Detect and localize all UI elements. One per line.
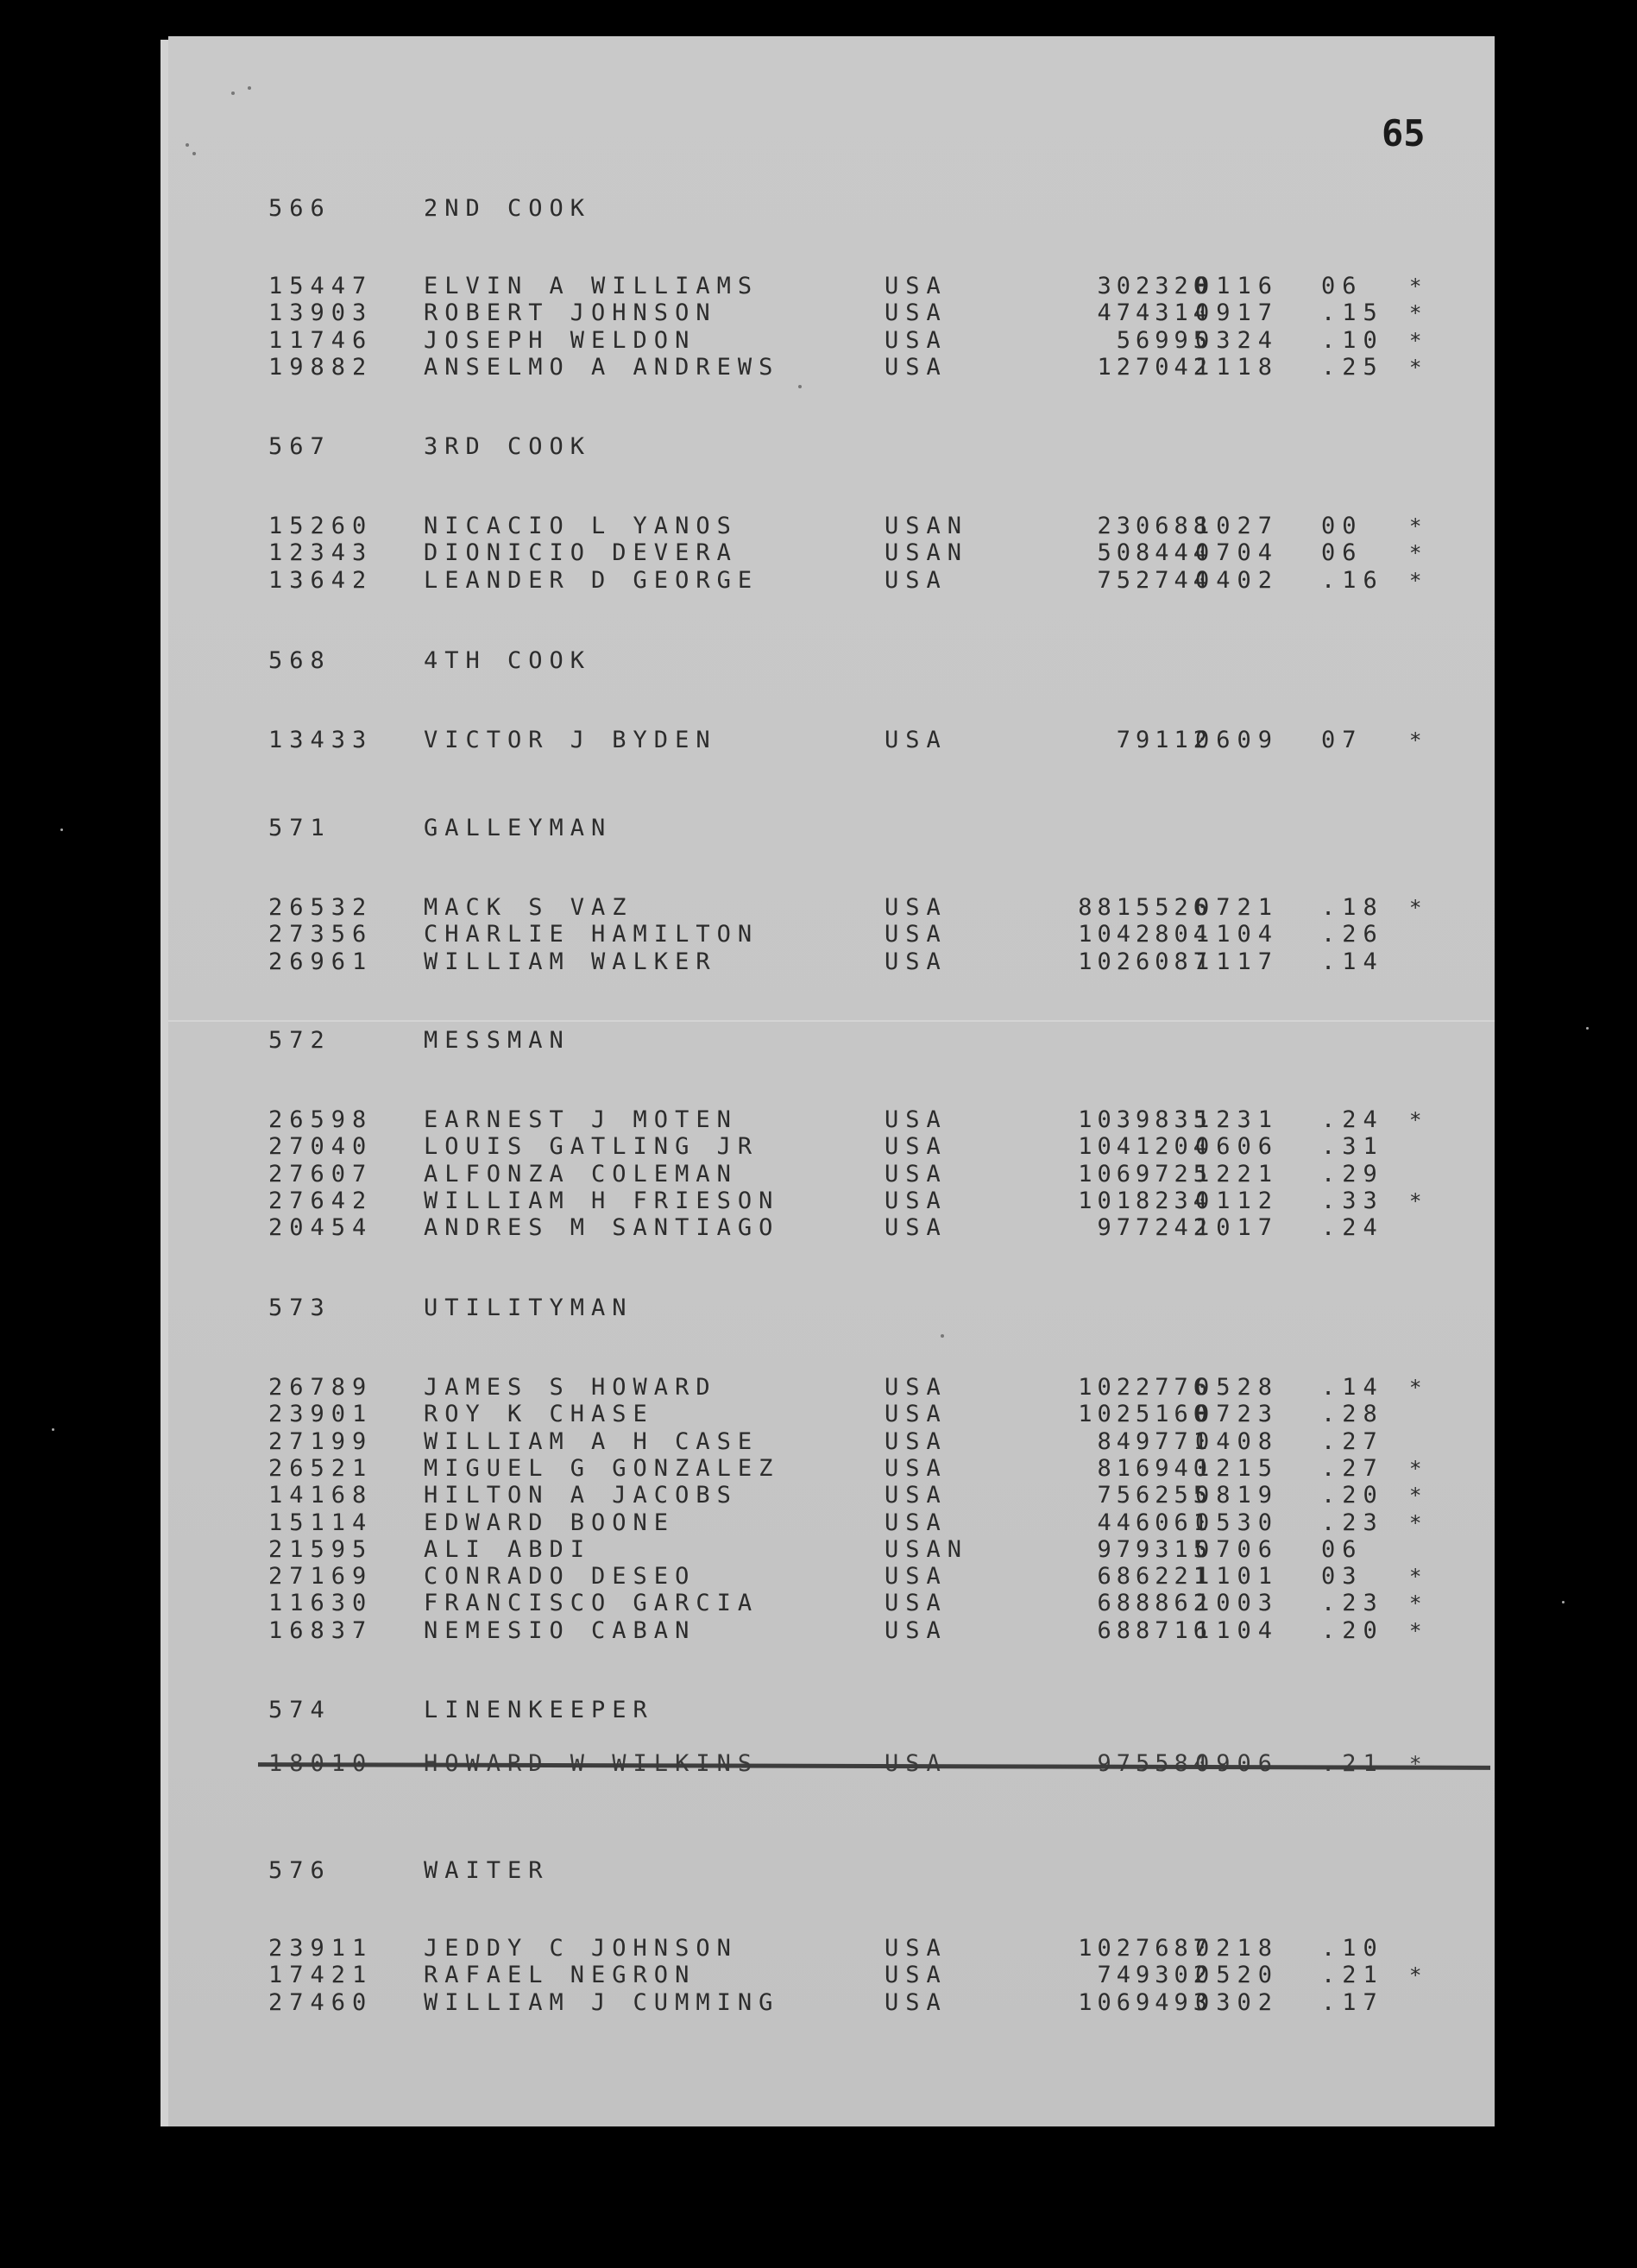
record-date-code: 0408 xyxy=(1195,1428,1280,1455)
record-date-code: 0906 xyxy=(1195,1750,1280,1777)
record-date-code: 1117 xyxy=(1195,948,1280,975)
record-id: 14168 xyxy=(268,1482,374,1509)
record-name: JOSEPH WELDON xyxy=(424,327,696,354)
record-number: 230688 xyxy=(1097,513,1212,539)
record-mark: * xyxy=(1409,1376,1429,1400)
paper-fold xyxy=(168,1020,1495,1022)
record-name: CHARLIE HAMILTON xyxy=(424,921,759,948)
record-value: .10 xyxy=(1321,327,1384,354)
record-id: 15447 xyxy=(268,273,374,299)
record-number: 756255 xyxy=(1097,1482,1212,1509)
record-citizenship: USA xyxy=(885,1509,948,1536)
record-number: 1027687 xyxy=(1078,1935,1212,1962)
page-number: 65 xyxy=(1382,112,1426,154)
record-value: .16 xyxy=(1321,567,1384,594)
record-citizenship: USA xyxy=(885,1962,948,1988)
record-name: JEDDY C JOHNSON xyxy=(424,1935,738,1962)
document-page xyxy=(168,36,1495,2126)
record-mark: * xyxy=(1409,1963,1429,1988)
record-citizenship: USA xyxy=(885,1188,948,1214)
record-date-code: 1118 xyxy=(1195,354,1280,381)
record-citizenship: USA xyxy=(885,354,948,381)
record-name: ROY K CHASE xyxy=(424,1401,654,1427)
record-id: 15260 xyxy=(268,513,374,539)
record-value: .25 xyxy=(1321,354,1384,381)
record-id: 13903 xyxy=(268,299,374,326)
record-number: 508444 xyxy=(1097,539,1212,566)
record-citizenship: USA xyxy=(885,894,948,921)
record-number: 8815526 xyxy=(1078,894,1212,921)
record-value: .24 xyxy=(1321,1106,1384,1133)
record-mark: * xyxy=(1409,1591,1429,1616)
record-number: 474314 xyxy=(1097,299,1212,326)
record-value: 00 xyxy=(1321,513,1363,539)
record-mark: * xyxy=(1409,569,1429,593)
record-name: NICACIO L YANOS xyxy=(424,513,738,539)
record-name: ELVIN A WILLIAMS xyxy=(424,273,759,299)
record-name: LOUIS GATLING JR xyxy=(424,1133,759,1160)
record-name: VICTOR J BYDEN xyxy=(424,727,717,753)
record-mark: * xyxy=(1409,1457,1429,1481)
section-title: LINENKEEPER xyxy=(424,1697,654,1723)
record-id: 26532 xyxy=(268,894,374,921)
section-code: 576 xyxy=(268,1857,331,1884)
record-id: 27460 xyxy=(268,1989,374,2016)
record-name: EARNEST J MOTEN xyxy=(424,1106,738,1133)
record-id: 16837 xyxy=(268,1617,374,1644)
section-title: 3RD COOK xyxy=(424,433,592,460)
record-number: 752744 xyxy=(1097,567,1212,594)
record-mark: * xyxy=(1409,1565,1429,1589)
record-date-code: 1027 xyxy=(1195,513,1280,539)
record-number: 979315 xyxy=(1097,1536,1212,1563)
record-date-code: 1104 xyxy=(1195,1617,1280,1644)
record-mark: * xyxy=(1409,356,1429,380)
record-name: ANSELMO A ANDREWS xyxy=(424,354,780,381)
record-mark: * xyxy=(1409,274,1429,299)
record-mark: * xyxy=(1409,1752,1429,1776)
record-citizenship: USA xyxy=(885,1563,948,1590)
record-number: 688716 xyxy=(1097,1617,1212,1644)
record-number: 1018234 xyxy=(1078,1188,1212,1214)
record-name: ROBERT JOHNSON xyxy=(424,299,717,326)
record-number: 1041204 xyxy=(1078,1133,1212,1160)
scan-speck xyxy=(60,828,63,831)
record-value: .27 xyxy=(1321,1455,1384,1482)
record-value: .20 xyxy=(1321,1482,1384,1509)
section-code: 571 xyxy=(268,815,331,841)
record-number: 446061 xyxy=(1097,1509,1212,1536)
record-value: .21 xyxy=(1321,1750,1384,1777)
record-number: 1026087 xyxy=(1078,948,1212,975)
record-citizenship: USA xyxy=(885,567,948,594)
record-citizenship: USA xyxy=(885,1482,948,1509)
section-title: WAITER xyxy=(424,1857,550,1884)
record-value: .14 xyxy=(1321,948,1384,975)
record-date-code: 0609 xyxy=(1195,727,1280,753)
record-mark: * xyxy=(1409,1484,1429,1508)
record-date-code: 0530 xyxy=(1195,1509,1280,1536)
record-id: 12343 xyxy=(268,539,374,566)
record-citizenship: USA xyxy=(885,1161,948,1188)
record-id: 21595 xyxy=(268,1536,374,1563)
record-number: 1025160 xyxy=(1078,1401,1212,1427)
record-mark: * xyxy=(1409,728,1429,753)
record-date-code: 0218 xyxy=(1195,1935,1280,1962)
record-id: 27642 xyxy=(268,1188,374,1214)
record-name: ANDRES M SANTIAGO xyxy=(424,1214,780,1241)
speck xyxy=(231,91,235,95)
section-code: 574 xyxy=(268,1697,331,1723)
record-id: 26961 xyxy=(268,948,374,975)
record-date-code: 1017 xyxy=(1195,1214,1280,1241)
record-id: 18010 xyxy=(268,1750,374,1777)
record-number: 686221 xyxy=(1097,1563,1212,1590)
record-value: .26 xyxy=(1321,921,1384,948)
record-name: HOWARD W WILKINS xyxy=(424,1750,759,1777)
record-name: HILTON A JACOBS xyxy=(424,1482,738,1509)
record-date-code: 0324 xyxy=(1195,327,1280,354)
record-id: 26521 xyxy=(268,1455,374,1482)
record-name: ALFONZA COLEMAN xyxy=(424,1161,738,1188)
record-mark: * xyxy=(1409,329,1429,353)
record-id: 20454 xyxy=(268,1214,374,1241)
record-number: 688862 xyxy=(1097,1590,1212,1616)
record-value: .17 xyxy=(1321,1989,1384,2016)
record-date-code: 0402 xyxy=(1195,567,1280,594)
record-name: MACK S VAZ xyxy=(424,894,633,921)
record-citizenship: USA xyxy=(885,727,948,753)
record-name: CONRADO DESEO xyxy=(424,1563,696,1590)
record-number: 1022776 xyxy=(1078,1374,1212,1401)
section-code: 573 xyxy=(268,1295,331,1321)
record-citizenship: USA xyxy=(885,299,948,326)
speck xyxy=(248,86,251,90)
record-mark: * xyxy=(1409,514,1429,539)
section-title: MESSMAN xyxy=(424,1027,570,1054)
record-date-code: 1231 xyxy=(1195,1106,1280,1133)
record-value: .21 xyxy=(1321,1962,1384,1988)
record-mark: * xyxy=(1409,301,1429,325)
record-date-code: 0112 xyxy=(1195,1188,1280,1214)
record-date-code: 0528 xyxy=(1195,1374,1280,1401)
record-date-code: 0302 xyxy=(1195,1989,1280,2016)
record-date-code: 0520 xyxy=(1195,1962,1280,1988)
record-id: 19882 xyxy=(268,354,374,381)
record-citizenship: USA xyxy=(885,1106,948,1133)
record-id: 17421 xyxy=(268,1962,374,1988)
record-date-code: 0917 xyxy=(1195,299,1280,326)
record-citizenship: USAN xyxy=(885,539,969,566)
record-date-code: 1221 xyxy=(1195,1161,1280,1188)
section-title: GALLEYMAN xyxy=(424,815,613,841)
record-id: 27040 xyxy=(268,1133,374,1160)
record-value: .20 xyxy=(1321,1617,1384,1644)
record-name: WILLIAM J CUMMING xyxy=(424,1989,780,2016)
record-id: 13433 xyxy=(268,727,374,753)
record-citizenship: USA xyxy=(885,1214,948,1241)
record-number: 1042804 xyxy=(1078,921,1212,948)
record-value: 06 xyxy=(1321,273,1363,299)
record-date-code: 1003 xyxy=(1195,1590,1280,1616)
record-value: .23 xyxy=(1321,1509,1384,1536)
record-citizenship: USA xyxy=(885,1617,948,1644)
record-date-code: 1104 xyxy=(1195,921,1280,948)
record-name: EDWARD BOONE xyxy=(424,1509,676,1536)
record-value: .33 xyxy=(1321,1188,1384,1214)
record-value: .28 xyxy=(1321,1401,1384,1427)
record-name: WILLIAM A H CASE xyxy=(424,1428,759,1455)
record-id: 23911 xyxy=(268,1935,374,1962)
record-number: 1069493 xyxy=(1078,1989,1212,2016)
speck xyxy=(798,385,802,388)
record-number: 302320 xyxy=(1097,273,1212,299)
record-value: .27 xyxy=(1321,1428,1384,1455)
section-code: 568 xyxy=(268,647,331,674)
record-value: 03 xyxy=(1321,1563,1363,1590)
record-date-code: 1215 xyxy=(1195,1455,1280,1482)
speck xyxy=(192,152,196,155)
record-citizenship: USA xyxy=(885,1989,948,2016)
speck xyxy=(186,143,189,147)
record-name: RAFAEL NEGRON xyxy=(424,1962,696,1988)
scan-speck xyxy=(52,1428,54,1431)
section-title: 4TH COOK xyxy=(424,647,592,674)
record-number: 749302 xyxy=(1097,1962,1212,1988)
record-date-code: 0704 xyxy=(1195,539,1280,566)
record-number: 127042 xyxy=(1097,354,1212,381)
record-name: MIGUEL G GONZALEZ xyxy=(424,1455,780,1482)
record-name: NEMESIO CABAN xyxy=(424,1617,696,1644)
record-citizenship: USAN xyxy=(885,513,969,539)
record-name: DIONICIO DEVERA xyxy=(424,539,738,566)
record-number: 975584 xyxy=(1097,1750,1212,1777)
record-value: .18 xyxy=(1321,894,1384,921)
record-name: JAMES S HOWARD xyxy=(424,1374,717,1401)
record-date-code: 0819 xyxy=(1195,1482,1280,1509)
record-date-code: 0721 xyxy=(1195,894,1280,921)
record-name: ALI ABDI xyxy=(424,1536,592,1563)
record-id: 27169 xyxy=(268,1563,374,1590)
record-id: 15114 xyxy=(268,1509,374,1536)
record-citizenship: USA xyxy=(885,1401,948,1427)
record-citizenship: USA xyxy=(885,948,948,975)
section-title: UTILITYMAN xyxy=(424,1295,633,1321)
record-value: .10 xyxy=(1321,1935,1384,1962)
record-value: 07 xyxy=(1321,727,1363,753)
section-code: 566 xyxy=(268,195,331,222)
record-citizenship: USA xyxy=(885,1750,948,1777)
record-citizenship: USA xyxy=(885,1374,948,1401)
record-mark: * xyxy=(1409,1189,1429,1213)
record-value: 06 xyxy=(1321,1536,1363,1563)
record-date-code: 0606 xyxy=(1195,1133,1280,1160)
record-id: 11746 xyxy=(268,327,374,354)
record-value: .15 xyxy=(1321,299,1384,326)
record-id: 27356 xyxy=(268,921,374,948)
record-number: 56995 xyxy=(1116,327,1212,354)
speck xyxy=(941,1334,944,1338)
record-value: .31 xyxy=(1321,1133,1384,1160)
record-number: 1069725 xyxy=(1078,1161,1212,1188)
record-citizenship: USAN xyxy=(885,1536,969,1563)
record-name: WILLIAM H FRIESON xyxy=(424,1188,780,1214)
record-value: 06 xyxy=(1321,539,1363,566)
record-name: LEANDER D GEORGE xyxy=(424,567,759,594)
record-number: 849771 xyxy=(1097,1428,1212,1455)
record-id: 11630 xyxy=(268,1590,374,1616)
record-citizenship: USA xyxy=(885,273,948,299)
record-date-code: 0723 xyxy=(1195,1401,1280,1427)
record-mark: * xyxy=(1409,541,1429,565)
record-value: .14 xyxy=(1321,1374,1384,1401)
record-id: 26598 xyxy=(268,1106,374,1133)
section-code: 567 xyxy=(268,433,331,460)
record-citizenship: USA xyxy=(885,327,948,354)
record-citizenship: USA xyxy=(885,1935,948,1962)
record-id: 23901 xyxy=(268,1401,374,1427)
record-date-code: 0116 xyxy=(1195,273,1280,299)
record-name: WILLIAM WALKER xyxy=(424,948,717,975)
record-date-code: 1101 xyxy=(1195,1563,1280,1590)
record-citizenship: USA xyxy=(885,921,948,948)
record-mark: * xyxy=(1409,1619,1429,1643)
record-citizenship: USA xyxy=(885,1590,948,1616)
record-id: 27199 xyxy=(268,1428,374,1455)
record-id: 26789 xyxy=(268,1374,374,1401)
section-title: 2ND COOK xyxy=(424,195,592,222)
record-mark: * xyxy=(1409,1108,1429,1132)
record-number: 1039835 xyxy=(1078,1106,1212,1133)
record-id: 13642 xyxy=(268,567,374,594)
record-id: 27607 xyxy=(268,1161,374,1188)
record-mark: * xyxy=(1409,1511,1429,1535)
record-citizenship: USA xyxy=(885,1455,948,1482)
section-code: 572 xyxy=(268,1027,331,1054)
record-date-code: 0706 xyxy=(1195,1536,1280,1563)
record-number: 79112 xyxy=(1116,727,1212,753)
record-citizenship: USA xyxy=(885,1428,948,1455)
record-mark: * xyxy=(1409,896,1429,920)
record-name: FRANCISCO GARCIA xyxy=(424,1590,759,1616)
record-number: 816940 xyxy=(1097,1455,1212,1482)
record-value: .29 xyxy=(1321,1161,1384,1188)
scan-speck xyxy=(1562,1601,1565,1603)
record-value: .23 xyxy=(1321,1590,1384,1616)
record-citizenship: USA xyxy=(885,1133,948,1160)
record-number: 977242 xyxy=(1097,1214,1212,1241)
scan-speck xyxy=(1586,1027,1589,1030)
record-value: .24 xyxy=(1321,1214,1384,1241)
